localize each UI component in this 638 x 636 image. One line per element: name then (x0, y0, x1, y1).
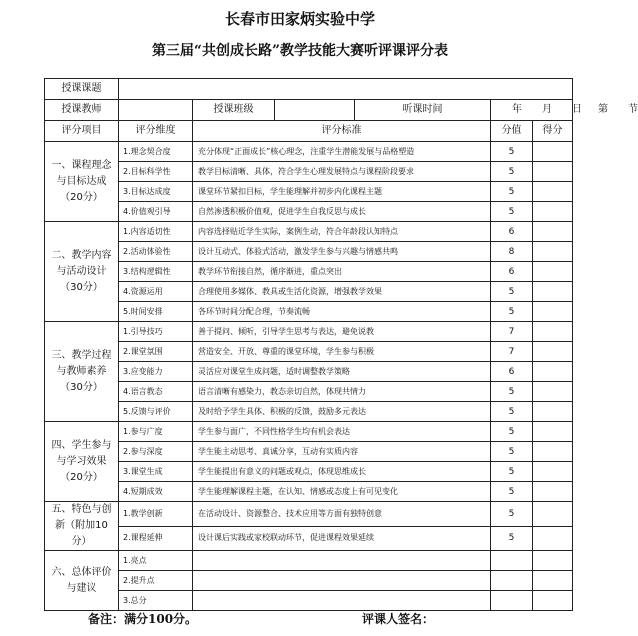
score-cell (491, 551, 533, 571)
section-title: 五、特色与创新（附加10分） (45, 502, 119, 551)
scoring-table (44, 78, 638, 611)
table-row (45, 162, 573, 182)
section-title: 二、教学内容与活动设计（30分） (45, 222, 119, 322)
table-row (45, 142, 573, 162)
section-title: 一、课程理念与目标达成（20分） (45, 142, 119, 222)
score-cell: 5 (491, 402, 533, 422)
score-cell: 7 (491, 342, 533, 362)
standard-cell: 学生能理解课程主题，在认知、情感或态度上有可见变化 (193, 482, 491, 502)
table-row (45, 282, 573, 302)
got-score-cell[interactable] (533, 162, 573, 182)
got-score-cell[interactable] (533, 402, 573, 422)
dimension-cell: 1.内容适切性 (119, 222, 193, 242)
score-cell: 5 (491, 302, 533, 322)
teacher-label: 授课教师 (45, 100, 119, 121)
time-label: 听课时间 (355, 100, 491, 121)
footer-signature: 评课人签名： (362, 612, 435, 626)
score-cell: 5 (491, 382, 533, 402)
dimension-cell: 1.参与广度 (119, 422, 193, 442)
table-row (45, 322, 573, 342)
score-cell: 5 (491, 162, 533, 182)
standard-cell: 各环节时间分配合理，节奏流畅 (193, 302, 491, 322)
dimension-cell: 2.提升点 (119, 571, 193, 591)
header-got: 得分 (533, 121, 573, 142)
score-cell: 6 (491, 362, 533, 382)
standard-cell: 学生能主动思考、真诚分享，互动有实质内容 (193, 442, 491, 462)
time-field[interactable] (491, 100, 638, 121)
got-score-cell[interactable] (533, 222, 573, 242)
dimension-cell: 2.课程延伸 (119, 526, 193, 551)
got-score-cell[interactable] (533, 571, 573, 591)
score-cell: 7 (491, 322, 533, 342)
footer-note: 备注：满分100分。 (88, 612, 198, 626)
standard-cell (193, 591, 491, 611)
standard-cell: 教学目标清晰、具体，符合学生心理发展特点与课程阶段要求 (193, 162, 491, 182)
got-score-cell[interactable] (533, 142, 573, 162)
standard-cell: 学生能提出有意义的问题或观点，体现思维成长 (193, 462, 491, 482)
dimension-cell: 1.教学创新 (119, 502, 193, 527)
topic-field[interactable] (119, 79, 573, 100)
got-score-cell[interactable] (533, 442, 573, 462)
class-field[interactable] (275, 100, 355, 121)
dimension-cell: 2.课堂氛围 (119, 342, 193, 362)
standard-cell: 学生参与面广，不同性格学生均有机会表达 (193, 422, 491, 442)
standard-cell: 设计课后实践或家校联动环节，促进课程效果延续 (193, 526, 491, 551)
got-score-cell[interactable] (533, 362, 573, 382)
period-end-label: 节 (628, 104, 638, 115)
section-title: 六、总体评价与建议 (45, 551, 119, 611)
class-label: 授课班级 (193, 100, 275, 121)
got-score-cell[interactable] (533, 202, 573, 222)
score-cell: 5 (491, 182, 533, 202)
got-score-cell[interactable] (533, 342, 573, 362)
table-row (45, 551, 573, 571)
dimension-cell: 4.短期成效 (119, 482, 193, 502)
got-score-cell[interactable] (533, 526, 573, 551)
table-row (45, 362, 573, 382)
got-score-cell[interactable] (533, 242, 573, 262)
table-row (45, 591, 573, 611)
standard-cell: 充分体现“正面成长”核心理念，注重学生潜能发展与品格塑造 (193, 142, 491, 162)
score-cell: 6 (491, 222, 533, 242)
dimension-cell: 1.理念契合度 (119, 142, 193, 162)
dimension-cell: 1.引导技巧 (119, 322, 193, 342)
header-item: 评分项目 (45, 121, 119, 142)
dimension-cell: 4.语言教态 (119, 382, 193, 402)
standard-cell: 在活动设计、资源整合、技术应用等方面有独特创意 (193, 502, 491, 527)
standard-cell: 内容选择贴近学生实际，案例生动，符合年龄段认知特点 (193, 222, 491, 242)
got-score-cell[interactable] (533, 262, 573, 282)
standard-cell: 灵活应对课堂生成问题，适时调整教学策略 (193, 362, 491, 382)
header-score: 分值 (491, 121, 533, 142)
dimension-cell: 4.价值观引导 (119, 202, 193, 222)
dimension-cell: 3.目标达成度 (119, 182, 193, 202)
dimension-cell: 2.参与深度 (119, 442, 193, 462)
dimension-cell: 2.活动体验性 (119, 242, 193, 262)
topic-row (45, 79, 573, 100)
table-row (45, 571, 573, 591)
dimension-cell: 1.亮点 (119, 551, 193, 571)
score-cell: 8 (491, 242, 533, 262)
got-score-cell[interactable] (533, 182, 573, 202)
teacher-row (45, 100, 573, 121)
table-row (45, 482, 573, 502)
teacher-field[interactable] (119, 100, 193, 121)
table-row (45, 342, 573, 362)
got-score-cell[interactable] (533, 382, 573, 402)
score-cell: 5 (491, 442, 533, 462)
dimension-cell: 5.时间安排 (119, 302, 193, 322)
score-cell (491, 571, 533, 591)
got-score-cell[interactable] (533, 322, 573, 342)
table-row (45, 182, 573, 202)
school-name: 长春市田家炳实验中学 (224, 10, 375, 28)
standard-cell: 营造安全、开放、尊重的课堂环境，学生参与积极 (193, 342, 491, 362)
standard-cell (193, 551, 491, 571)
standard-cell: 及时给予学生具体、积极的反馈，鼓励多元表达 (193, 402, 491, 422)
dimension-cell: 3.应变能力 (119, 362, 193, 382)
score-cell: 5 (491, 502, 533, 527)
score-cell (491, 591, 533, 611)
table-row (45, 462, 573, 482)
table-row (45, 202, 573, 222)
table-row (45, 442, 573, 462)
dimension-cell: 5.反馈与评价 (119, 402, 193, 422)
topic-label: 授课课题 (45, 79, 119, 100)
table-row (45, 302, 573, 322)
score-cell: 5 (491, 282, 533, 302)
got-score-cell[interactable] (533, 422, 573, 442)
got-score-cell[interactable] (533, 591, 573, 611)
score-cell: 5 (491, 142, 533, 162)
table-row (45, 526, 573, 551)
header-standard: 评分标准 (193, 121, 491, 142)
dimension-cell: 3.结构逻辑性 (119, 262, 193, 282)
standard-cell: 教学环节衔接自然，循序渐进，重点突出 (193, 262, 491, 282)
score-cell: 5 (491, 202, 533, 222)
period-label: 第 (598, 104, 608, 115)
form-title: 第三届“共创成长路”教学技能大赛听评课评分表 (151, 43, 449, 59)
score-cell: 5 (491, 462, 533, 482)
got-score-cell[interactable] (533, 551, 573, 571)
year-label: 年 (512, 104, 522, 115)
table-row (45, 222, 573, 242)
standard-cell: 语言清晰有感染力，教态亲切自然，体现共情力 (193, 382, 491, 402)
standard-cell: 课堂环节紧扣目标，学生能理解并初步内化课程主题 (193, 182, 491, 202)
table-row (45, 502, 573, 527)
dimension-cell: 2.目标科学性 (119, 162, 193, 182)
got-score-cell[interactable] (533, 482, 573, 502)
month-label: 月 (542, 104, 552, 115)
score-cell: 5 (491, 482, 533, 502)
table-row (45, 422, 573, 442)
section-title: 三、教学过程与教师素养（30分） (45, 322, 119, 422)
day-label: 日 (572, 104, 582, 115)
table-row (45, 402, 573, 422)
dimension-cell: 4.资源运用 (119, 282, 193, 302)
standard-cell: 善于提问、倾听，引导学生思考与表达，避免说教 (193, 322, 491, 342)
table-header (45, 121, 573, 142)
score-cell: 5 (491, 526, 533, 551)
got-score-cell[interactable] (533, 302, 573, 322)
dimension-cell: 3.总分 (119, 591, 193, 611)
got-score-cell[interactable] (533, 282, 573, 302)
got-score-cell[interactable] (533, 462, 573, 482)
standard-cell (193, 571, 491, 591)
standard-cell: 设计互动式、体验式活动，激发学生参与兴趣与情感共鸣 (193, 242, 491, 262)
score-cell: 6 (491, 262, 533, 282)
header-dimension: 评分维度 (119, 121, 193, 142)
got-score-cell[interactable] (533, 502, 573, 527)
score-cell: 5 (491, 422, 533, 442)
table-row (45, 382, 573, 402)
standard-cell: 自然渗透积极价值观，促进学生自我反思与成长 (193, 202, 491, 222)
section-title: 四、学生参与与学习效果（20分） (45, 422, 119, 502)
standard-cell: 合理使用多媒体、教具或生活化资源，增强教学效果 (193, 282, 491, 302)
table-row (45, 242, 573, 262)
dimension-cell: 3.课堂生成 (119, 462, 193, 482)
table-row (45, 262, 573, 282)
